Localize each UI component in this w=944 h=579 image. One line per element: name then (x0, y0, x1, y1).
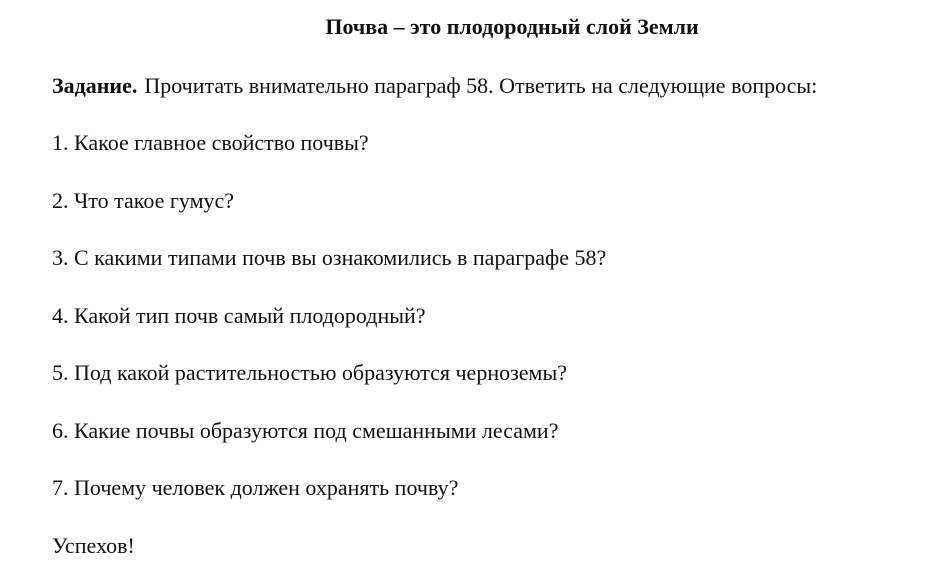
question-5: 5. Под какой растительностью образуются черноземы? (52, 360, 568, 385)
question-6: 6. Какие почвы образуются под смешанными лесами? (52, 418, 559, 443)
question-4: 4. Какой тип почв самый плодородный? (52, 303, 426, 328)
question-3: 3. С какими типами почв вы ознакомились в параграфе 58? (52, 245, 607, 270)
task-label: Задание. (52, 73, 138, 98)
question-1: 1. Какое главное свойство почвы? (52, 130, 369, 155)
task-text: Прочитать внимательно параграф 58. Ответить на следующие вопросы: (144, 73, 818, 98)
task-paragraph (52, 71, 817, 101)
document-title: Почва – это плодородный слой Земли (325, 14, 699, 39)
question-2: 2. Что такое гумус? (52, 188, 235, 213)
closing-text: Успехов! (52, 533, 135, 558)
question-7: 7. Почему человек должен охранять почву? (52, 475, 459, 500)
